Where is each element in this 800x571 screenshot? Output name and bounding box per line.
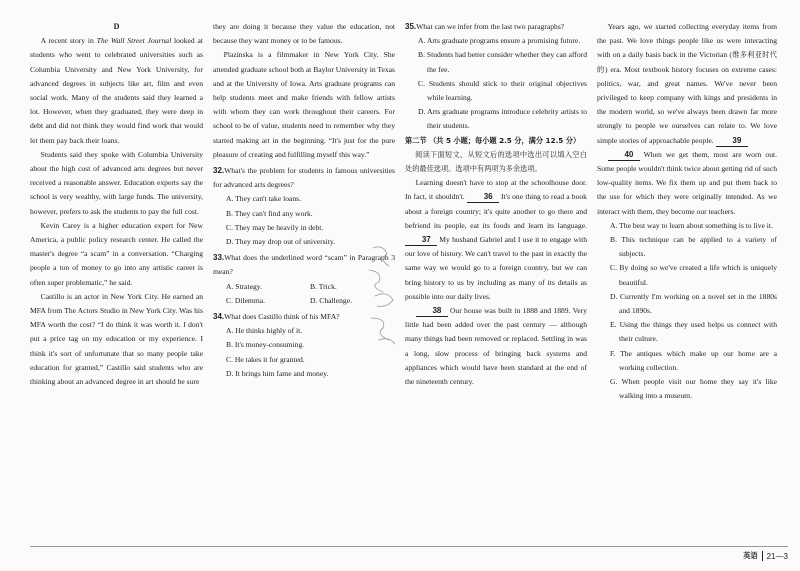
passage-paragraph-4: Castillo is an actor in New York City. He earned an MFA from The Actors Studio in New York City. Was his MFA worth the cost? “I do think it was worth it. I don't put a price tag on my education or my experience. I think it's sort of unfortunate that so many people take education for granted,” Castillo said students who are thinking about an advanced degree in art should be sure xyxy=(30,291,203,387)
option[interactable]: D. They may drop out of university. xyxy=(226,237,336,247)
cloze-options xyxy=(597,219,777,404)
cloze-paragraph-3 xyxy=(597,20,777,148)
text-run: Learning doesn't have to stop at the schoolhouse door. In fact, it shouldn't. xyxy=(405,178,587,202)
page-footer xyxy=(743,551,788,561)
pencil-scribble xyxy=(365,240,413,360)
blank-38[interactable]: 38 xyxy=(416,306,448,317)
passage-paragraph-1 xyxy=(30,34,203,148)
option[interactable]: E. Using the things they used helps us connect with their culture. xyxy=(610,320,777,344)
option[interactable]: D. Arts graduate programs introduce celebrity artists to their students. xyxy=(418,107,587,131)
question-stem: What's the problem for students in famous universities for advanced arts degrees? xyxy=(213,166,395,190)
blank-39[interactable]: 39 xyxy=(716,136,748,147)
option[interactable]: A. Strategy. xyxy=(226,281,262,291)
footer-rule xyxy=(30,546,788,547)
blank-37[interactable]: 37 xyxy=(405,235,437,246)
question-number: 35. xyxy=(405,22,417,31)
text-run: Our house was built in 1888 and 1889. Very little had been added over the past century — although many things had been removed or replaced. Settling in was a long, slow process of bringing back systems and appliances which would have been standard at the end of the nineteenth century. xyxy=(405,306,587,387)
blank-40[interactable]: 40 xyxy=(608,150,640,161)
option[interactable]: C. He takes it for granted. xyxy=(226,354,305,364)
option[interactable]: B. Trick. xyxy=(310,281,337,291)
option[interactable]: C. Dilemma. xyxy=(226,295,266,305)
text-run: It's one thing to read a book about a foreign country; it's quite another to go there and befriend its people, eat its foods and learn its language. xyxy=(405,192,587,230)
option[interactable]: C. Students should stick to their original objectives while learning. xyxy=(418,78,587,103)
option[interactable]: C. They may be heavily in debt. xyxy=(226,222,324,232)
option[interactable]: A. He thinks highly of it. xyxy=(226,326,303,336)
footer-subject: 英语 xyxy=(743,551,762,561)
option[interactable]: G. When people visit our home they say it's like walking into a museum. xyxy=(610,377,777,401)
passage-heading: D xyxy=(113,22,120,31)
text-run: looked at students who went to celebrated universities such as Columbia University and New York University, for advanced degrees in subjects like art, film and even social work. Many of the students said they learned a lot. However, when they graduated, they were deep in debt and did not think they would find work that would let them pay back their loans. xyxy=(30,36,203,145)
option[interactable]: D. It brings him fame and money. xyxy=(226,368,329,378)
option[interactable]: D. Challenge. xyxy=(310,295,352,305)
option[interactable]: A. The best way to learn about something is to live it. xyxy=(610,220,773,230)
blank-36[interactable]: 36 xyxy=(467,192,499,203)
question-35 xyxy=(405,20,587,134)
option[interactable]: D. Currently I'm working on a novel set in the 1880s and 1890s. xyxy=(610,291,777,316)
cloze-paragraph-4 xyxy=(597,148,777,219)
cloze-paragraph-1 xyxy=(405,176,587,304)
source-title: The Wall Street Journal xyxy=(96,36,172,46)
question-stem: What can we infer from the last two paragraphs? xyxy=(416,22,565,31)
option[interactable]: B. This technique can be applied to a variety of subjects. xyxy=(610,235,777,259)
option[interactable]: B. They can't find any work. xyxy=(226,208,313,218)
text-run: ) era. Most textbook history focuses on extreme cases: politics, war, and great names. We've never been privileged to keep company with kings and presidents in the modern world, so we've always been drawn far more strongly to people we ourselves can relate to. We love simple stories of approachable people. xyxy=(597,64,777,145)
text-run: My husband Gabriel and I use it to engage with our love of history. We can't travel to the past in exactly the same way we would go to a foreign country, but we can bring history to us by including as many of its details as possible into our daily lives. xyxy=(405,235,587,301)
footer-page-number: 21—3 xyxy=(766,551,788,561)
column-4 xyxy=(597,20,777,403)
option[interactable]: B. Students had better consider whether they can afford the fee. xyxy=(418,50,587,74)
option[interactable]: F. The antiques which make up our home are a working collection. xyxy=(610,348,777,372)
gloss: 维多利亚时代的 xyxy=(597,50,777,74)
passage-paragraph-4-cont: they are doing it because they value the education, not because they want money or to be famous. xyxy=(213,22,395,46)
question-number: 33. xyxy=(213,253,225,263)
option[interactable]: A. They can't take loans. xyxy=(226,194,302,204)
section-2-title: 第二节 （共 5 小题；每小题 2.5 分，满分 12.5 分） xyxy=(405,135,581,145)
column-3 xyxy=(405,20,587,389)
passage-paragraph-5: Plazinska is a filmmaker in New York City. She attended graduate school both at Baylor University in Texas and at the University of Iowa. Arts graduate programs can help students meet and make friends with fellow artists with whom they can work throughout their careers. For school to be of value, students need to remember why they started making art in the beginning. “It's just for the pure pleasure of creating and fulfilling myself this way.” xyxy=(213,50,395,159)
text-run: A recent story in xyxy=(40,36,97,46)
passage-paragraph-2: Students said they spoke with Columbia University about the high cost of advanced arts degrees but never received a reasonable answer. Education experts say the school is very wealthy, with large funds. The university, however, prefers to ask the students to pay the full cost. xyxy=(30,149,203,216)
question-number: 32. xyxy=(213,166,225,176)
question-stem: What does Castillo think of his MFA? xyxy=(224,312,340,322)
question-number: 34. xyxy=(213,312,225,322)
text-run: When we get them, most are worn out. Some people wouldn't think twice about getting rid of such low-quality items. We fix them up and put them back to the use for which they were originally intended. As we interact with them, they become our teachers. xyxy=(597,149,777,216)
cloze-paragraph-2 xyxy=(405,304,587,389)
text-run: Years ago, we started collecting everyday items from the past. We love things people like us were interacting with on a daily basis back in the Victorian ( xyxy=(597,22,777,60)
option[interactable]: C. By doing so we've created a life which is uniquely beautiful. xyxy=(610,263,777,287)
passage-paragraph-3: Kevin Carey is a higher education expert for New America, a public policy research center. He called the master's degree “a scam” in a conversation. “Charging people a ton of money to go into any artistic career is often super problematic,” he said. xyxy=(30,220,203,287)
option[interactable]: A. Arts graduate programs ensure a promising future. xyxy=(418,36,581,46)
section-2-instruction: 阅读下面短文，从短文后的选项中选出可以填入空白处的最佳选项。选项中有两项为多余选项。 xyxy=(405,149,587,174)
column-1 xyxy=(30,20,203,389)
option[interactable]: B. It's money-consuming. xyxy=(226,340,305,350)
question-32 xyxy=(213,164,395,249)
question-stem: What does the underlined word “scam” in Paragraph 3 mean? xyxy=(213,253,395,277)
